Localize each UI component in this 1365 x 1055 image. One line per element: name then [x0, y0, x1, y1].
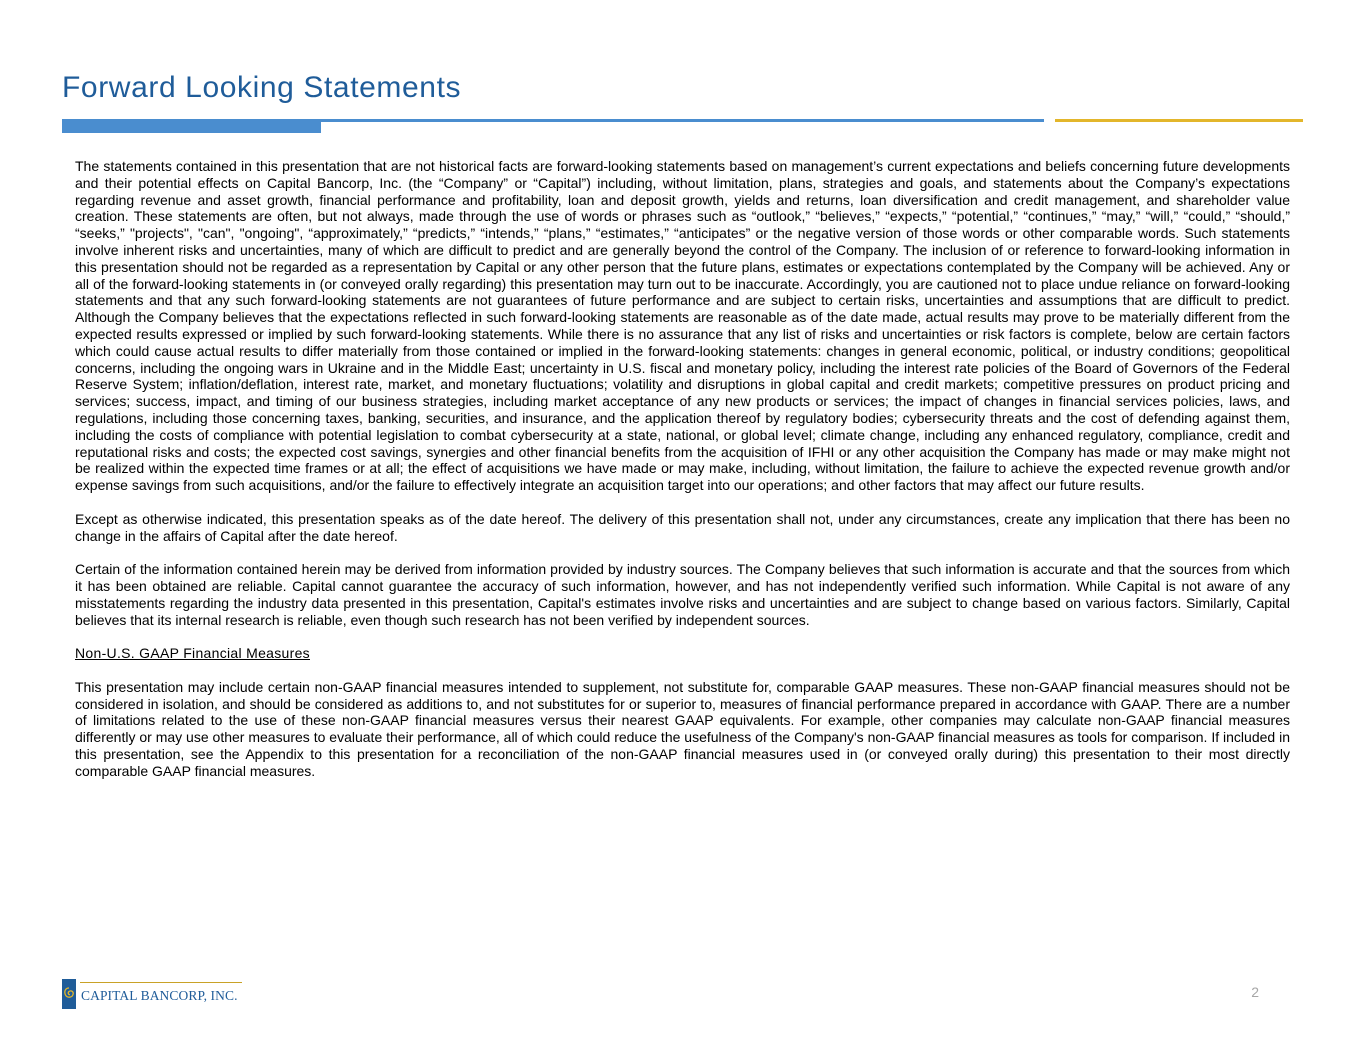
company-logo	[62, 979, 247, 1009]
date-hereof-paragraph: Except as otherwise indicated, this presentation speaks as of the date hereof. The delivery of this presentation shall not, under any circumstances, create any implication that there has been no change in the affairs of Capital after the date hereof.	[75, 510, 1290, 544]
page-number: 2	[1251, 984, 1259, 1000]
industry-sources-paragraph: Certain of the information contained herein may be derived from information provided by industry sources. The Company believes that such information is accurate and that the sources from which it has been obtained are reliable. Capital cannot guarantee the accuracy of such information, however, and has not independently verified such information. While Capital is not aware of any misstatements regarding the industry data presented in this presentation, Capital's estimates involve risks and uncertainties and are subject to change based on various factors. Similarly, Capital believes that its internal research is reliable, even though such research has not been verified by independent sources.	[75, 561, 1290, 628]
title-rule-blue	[321, 119, 1044, 122]
logo-gold-line	[80, 982, 242, 983]
page-title: Forward Looking Statements	[62, 71, 462, 104]
title-rule-gold	[1055, 119, 1303, 122]
disclaimer-body	[75, 158, 1290, 796]
non-gaap-heading: Non-U.S. GAAP Financial Measures	[75, 645, 310, 662]
non-gaap-paragraph: This presentation may include certain non-GAAP financial measures intended to supplement, not substitute for, comparable GAAP measures. These non-GAAP financial measures should not be considered in isolation, and should be considered as additions to, and not substitutes for or superior to, measures of financial performance prepared in accordance with GAAP. There are a number of limitations related to the use of these non-GAAP financial measures versus their nearest GAAP equivalents. For example, other companies may calculate non-GAAP financial measures differently or may use other measures to evaluate their performance, all of which could reduce the usefulness of the Company's non-GAAP financial measures as tools for comparison. If included in this presentation, see the Appendix to this presentation for a reconciliation of the non-GAAP financial measures used in (or conveyed orally during) this presentation to their most directly comparable GAAP financial measures.	[75, 678, 1290, 779]
title-rule-accent	[62, 119, 321, 133]
swirl-icon	[62, 979, 76, 1009]
forward-looking-paragraph: The statements contained in this presentation that are not historical facts are forward-looking statements based on management’s current expectations and beliefs concerning future developments and their potential effects on Capital Bancorp, Inc. (the “Company” or “Capital”) including, without limitation, plans, strategies and goals, and statements about the Company’s expectations regarding revenue and asset growth, financial performance and profitability, loan and deposit growth, yields and returns, loan diversification and credit management, and shareholder value creation. These statements are often, but not always, made through the use of words or phrases such as “outlook,” “believes,” “expects,” “potential,” “continues,” “may,” “will,” “could,” “should,” “seeks,” "projects", "can", "ongoing", “approximately,” “predicts,” “intends,” “plans,” “estimates,” “anticipates” or the negative version of those words or other comparable words. Such statements involve inherent risks and uncertainties, many of which are difficult to predict and are generally beyond the control of the Company. The inclusion of or reference to forward-looking information in this presentation should not be regarded as a representation by Capital or any other person that the future plans, estimates or expectations contemplated by the Company will be achieved. Any or all of the forward-looking statements in (or conveyed orally regarding) this presentation may turn out to be inaccurate. Accordingly, you are cautioned not to place undue reliance on forward-looking statements and that any such forward-looking statements are not guarantees of future performance and are subject to certain risks, uncertainties and assumptions that are difficult to predict. Although the Company believes that the expectations reflected in such forward-looking statements are reasonable as of the date made, actual results may prove to be materially different from the expected results expressed or implied by such forward-looking statements. While there is no assurance that any list of risks and uncertainties or risk factors is complete, below are certain factors which could cause actual results to differ materially from those contained or implied in the forward-looking statements: changes in general economic, political, or industry conditions; geopolitical concerns, including the ongoing wars in Ukraine and in the Middle East; uncertainty in U.S. fiscal and monetary policy, including the interest rate policies of the Board of Governors of the Federal Reserve System; inflation/deflation, interest rate, market, and monetary fluctuations; volatility and disruptions in global capital and credit markets; competitive pressures on product pricing and services; success, impact, and timing of our business strategies, including market acceptance of any new products or services; the impact of changes in financial services policies, laws, and regulations, including those concerning taxes, banking, securities, and insurance, and the application thereof by regulatory bodies; cybersecurity threats and the cost of defending against them, including the costs of compliance with potential legislation to combat cybersecurity at a state, national, or global level; climate change, including any enhanced regulatory, compliance, credit and reputational risks and costs; the expected cost savings, synergies and other financial benefits from the acquisition of IFHI or any other acquisition the Company has made or may make might not be realized within the expected time frames or at all; the effect of acquisitions we have made or may make, including, without limitation, the failure to achieve the expected revenue growth and/or expense savings from such acquisitions, and/or the failure to effectively integrate an acquisition target into our operations; and other factors that may affect our future results.	[75, 158, 1290, 494]
logo-text: CAPITAL BANCORP, INC.	[81, 988, 238, 1003]
